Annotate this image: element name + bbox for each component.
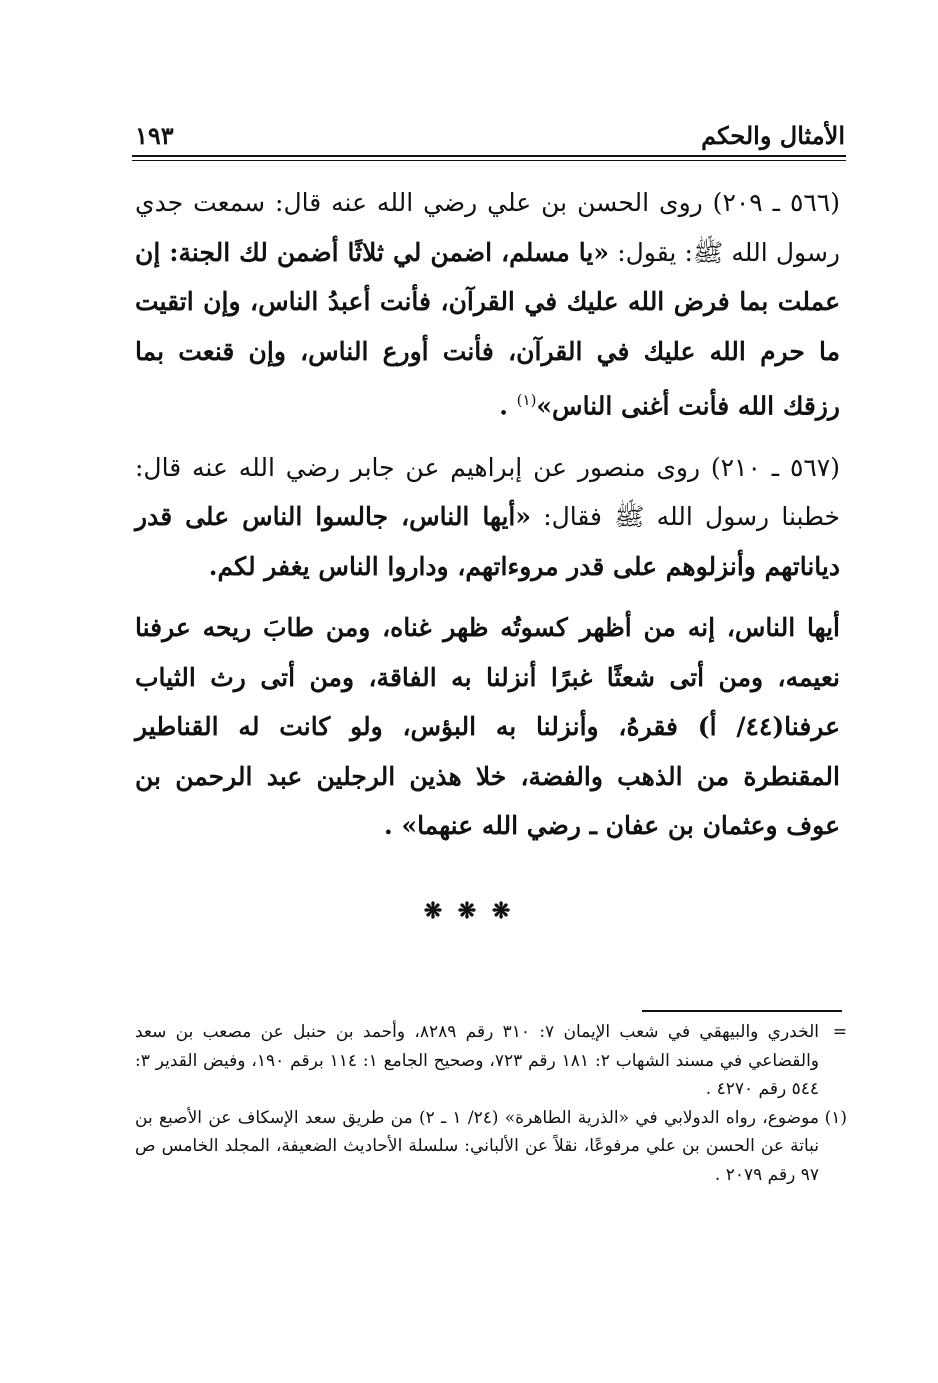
main-text xyxy=(135,178,840,863)
footnote-marker: (١) xyxy=(824,1107,847,1128)
paragraph-lead: (٥٦٧ ـ ٢١٠) روى منصور عن إبراهيم عن جابر رضي الله عنه قال: خطبنا رسول الله ﷺ فقال: xyxy=(135,452,840,532)
paragraph-hadith-567-cont xyxy=(135,603,840,851)
paragraph-lead: (٥٦٦ ـ ٢٠٩) روى الحسن بن علي رضي الله عنه قال: سمعت جدي رسول الله ﷺ: يقول: xyxy=(135,188,840,267)
paragraph-tail: . xyxy=(499,391,517,421)
hadith-quote: «أيها الناس، جالسوا الناس على قدر دياناتهم وأنزلوهم على قدر مروءاتهم، وداروا الناس يغفر لكم. xyxy=(135,502,840,581)
footnote-rule xyxy=(642,1010,842,1012)
section-separator: ❋ ❋ ❋ xyxy=(423,898,515,924)
running-header xyxy=(135,110,845,150)
footnote-ref[interactable]: (١) xyxy=(516,391,537,409)
paragraph-hadith-566 xyxy=(135,178,840,431)
footnote-1 xyxy=(135,1104,847,1190)
footnote-text: الخدري والبيهقي في شعب الإيمان ٧: ٣١٠ رقم ٨٢٨٩، وأحمد بن حنبل عن مصعب بن سعد والقضاعي في مسند الشهاب ٢: ١٨١ رقم ٧٢٣، وصحيح الجامع ١: ١١٤ برقم ١٩٠، وفيض القدير ٣: ٥٤٤ رقم ٤٢٧٠ . xyxy=(135,1022,820,1099)
footnote-marker: = xyxy=(832,1022,847,1042)
footnote-text: موضوع، رواه الدولابي في «الذرية الطاهرة» (٢٤/ ١ ـ ٢) من طريق سعد الإسكاف عن الأصبع بن نباتة عن الحسن بن علي مرفوعًا، نقلاً عن الألباني: سلسلة الأحاديث الضعيفة، المجلد الخامس ص ٩٧ رقم ٢٠٧٩ . xyxy=(135,1107,819,1185)
running-title: الأمثال والحكم xyxy=(701,121,845,150)
footnotes xyxy=(135,1018,847,1189)
page-number: ١٩٣ xyxy=(135,121,174,150)
header-rule xyxy=(132,155,846,157)
hadith-quote: «يا مسلم، اضمن لي ثلاثًا أضمن لك الجنة: إن عملت بما فرض الله عليك في القرآن، فأنت أعبدُ الناس، وإن اتقيت ما حرم الله عليك في القرآن، فأنت أورع الناس، وإن قنعت بما رزقك الله فأنت أغنى الناس» xyxy=(135,237,840,421)
paragraph-hadith-567 xyxy=(135,443,840,592)
header-rule-thin xyxy=(132,160,846,161)
hadith-quote: أيها الناس، إنه من أظهر كسوتُه ظهر غناه، ومن طابَ ريحه عرفنا نعيمه، ومن أتى شعثًا غبرًا أنزلنا به الفاقة، ومن أتى رث الثياب عرفنا(٤٤/ أ) فقرهُ، وأنزلنا به البؤس، ولو كانت له القناطير المقنطرة من الذهب والفضة، خلا هذين الرجلين عبد الرحمن بن عوف وعثمان بن عفان ـ رضي الله عنهما» . xyxy=(135,613,840,841)
footnote-continued xyxy=(135,1018,847,1104)
